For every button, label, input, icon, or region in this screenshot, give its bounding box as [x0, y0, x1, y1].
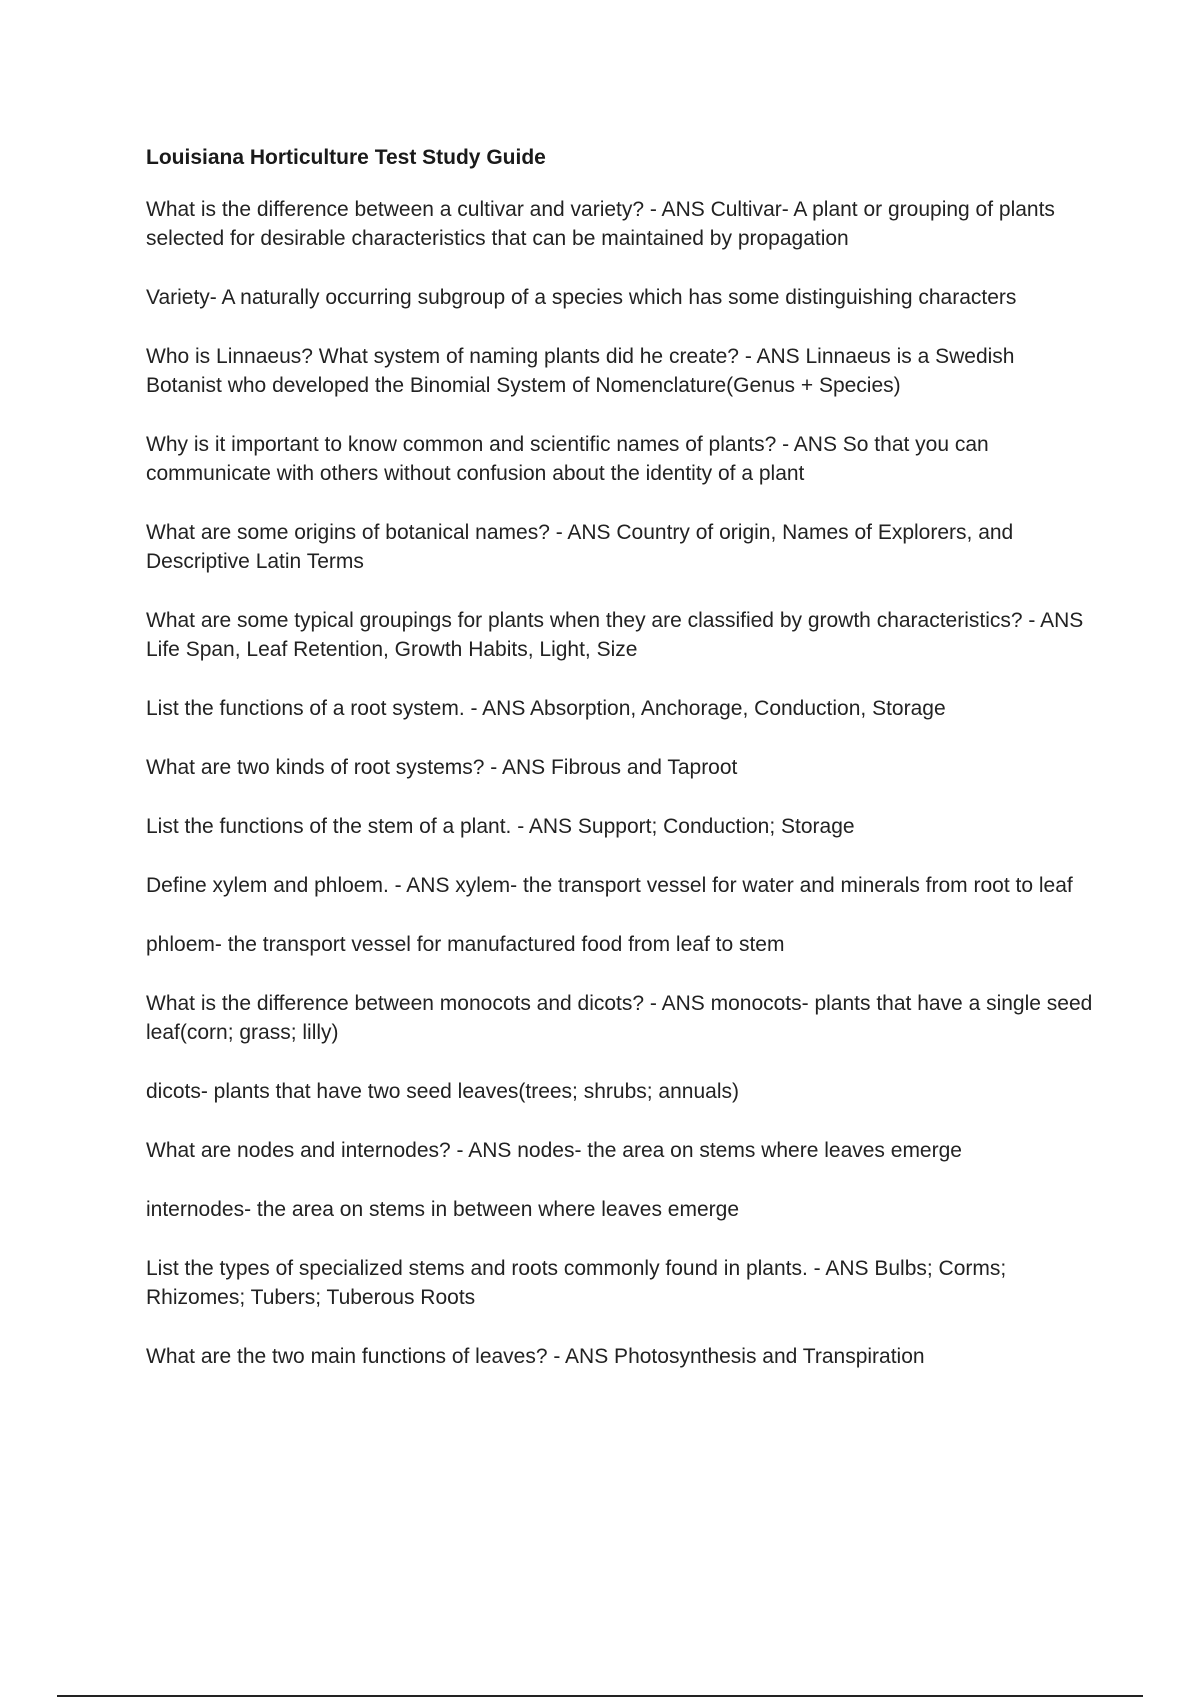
qa-paragraph: What are the two main functions of leaves? - ANS Photosynthesis and Transpiration	[146, 1345, 925, 1368]
qa-paragraph: internodes- the area on stems in between where leaves emerge	[146, 1198, 740, 1221]
qa-paragraph: List the functions of a root system. - ANS Absorption, Anchorage, Conduction, Storage	[146, 697, 946, 720]
qa-paragraph: What is the difference between monocots and dicots? - ANS monocots- plants that have a single seed leaf(corn; grass; lilly)	[146, 992, 1093, 1044]
qa-paragraph: What are two kinds of root systems? - ANS Fibrous and Taproot	[146, 756, 738, 779]
qa-paragraph: List the functions of the stem of a plant. - ANS Support; Conduction; Storage	[146, 815, 855, 838]
qa-paragraph: What are some typical groupings for plants when they are classified by growth characteristics? - ANS Life Span, Leaf Retention, Growth Habits, Light, Size	[146, 609, 1084, 661]
qa-paragraph: List the types of specialized stems and roots commonly found in plants. - ANS Bulbs; Corms; Rhizomes; Tubers; Tuberous Roots	[146, 1257, 1007, 1309]
document-page	[146, 143, 1096, 1401]
qa-paragraph: dicots- plants that have two seed leaves(trees; shrubs; annuals)	[146, 1080, 739, 1103]
qa-paragraph: What are some origins of botanical names? - ANS Country of origin, Names of Explorers, and Descriptive Latin Terms	[146, 521, 1014, 573]
qa-paragraph: What are nodes and internodes? - ANS nodes- the area on stems where leaves emerge	[146, 1139, 962, 1162]
qa-paragraph: phloem- the transport vessel for manufactured food from leaf to stem	[146, 933, 785, 956]
qa-paragraph: What is the difference between a cultivar and variety? - ANS Cultivar- A plant or grouping of plants selected for desirable characteristics that can be maintained by propagation	[146, 198, 1055, 250]
qa-paragraph: Why is it important to know common and scientific names of plants? - ANS So that you can communicate with others without confusion about the identity of a plant	[146, 433, 989, 485]
page-bottom-divider	[57, 1695, 1143, 1697]
document-title: Louisiana Horticulture Test Study Guide	[146, 146, 546, 169]
qa-paragraph: Define xylem and phloem. - ANS xylem- the transport vessel for water and minerals from root to leaf	[146, 874, 1073, 897]
qa-paragraph: Who is Linnaeus? What system of naming plants did he create? - ANS Linnaeus is a Swedish Botanist who developed the Binomial System of Nomenclature(Genus + Species)	[146, 345, 1015, 397]
qa-paragraph: Variety- A naturally occurring subgroup of a species which has some distinguishing characters	[146, 286, 1017, 309]
